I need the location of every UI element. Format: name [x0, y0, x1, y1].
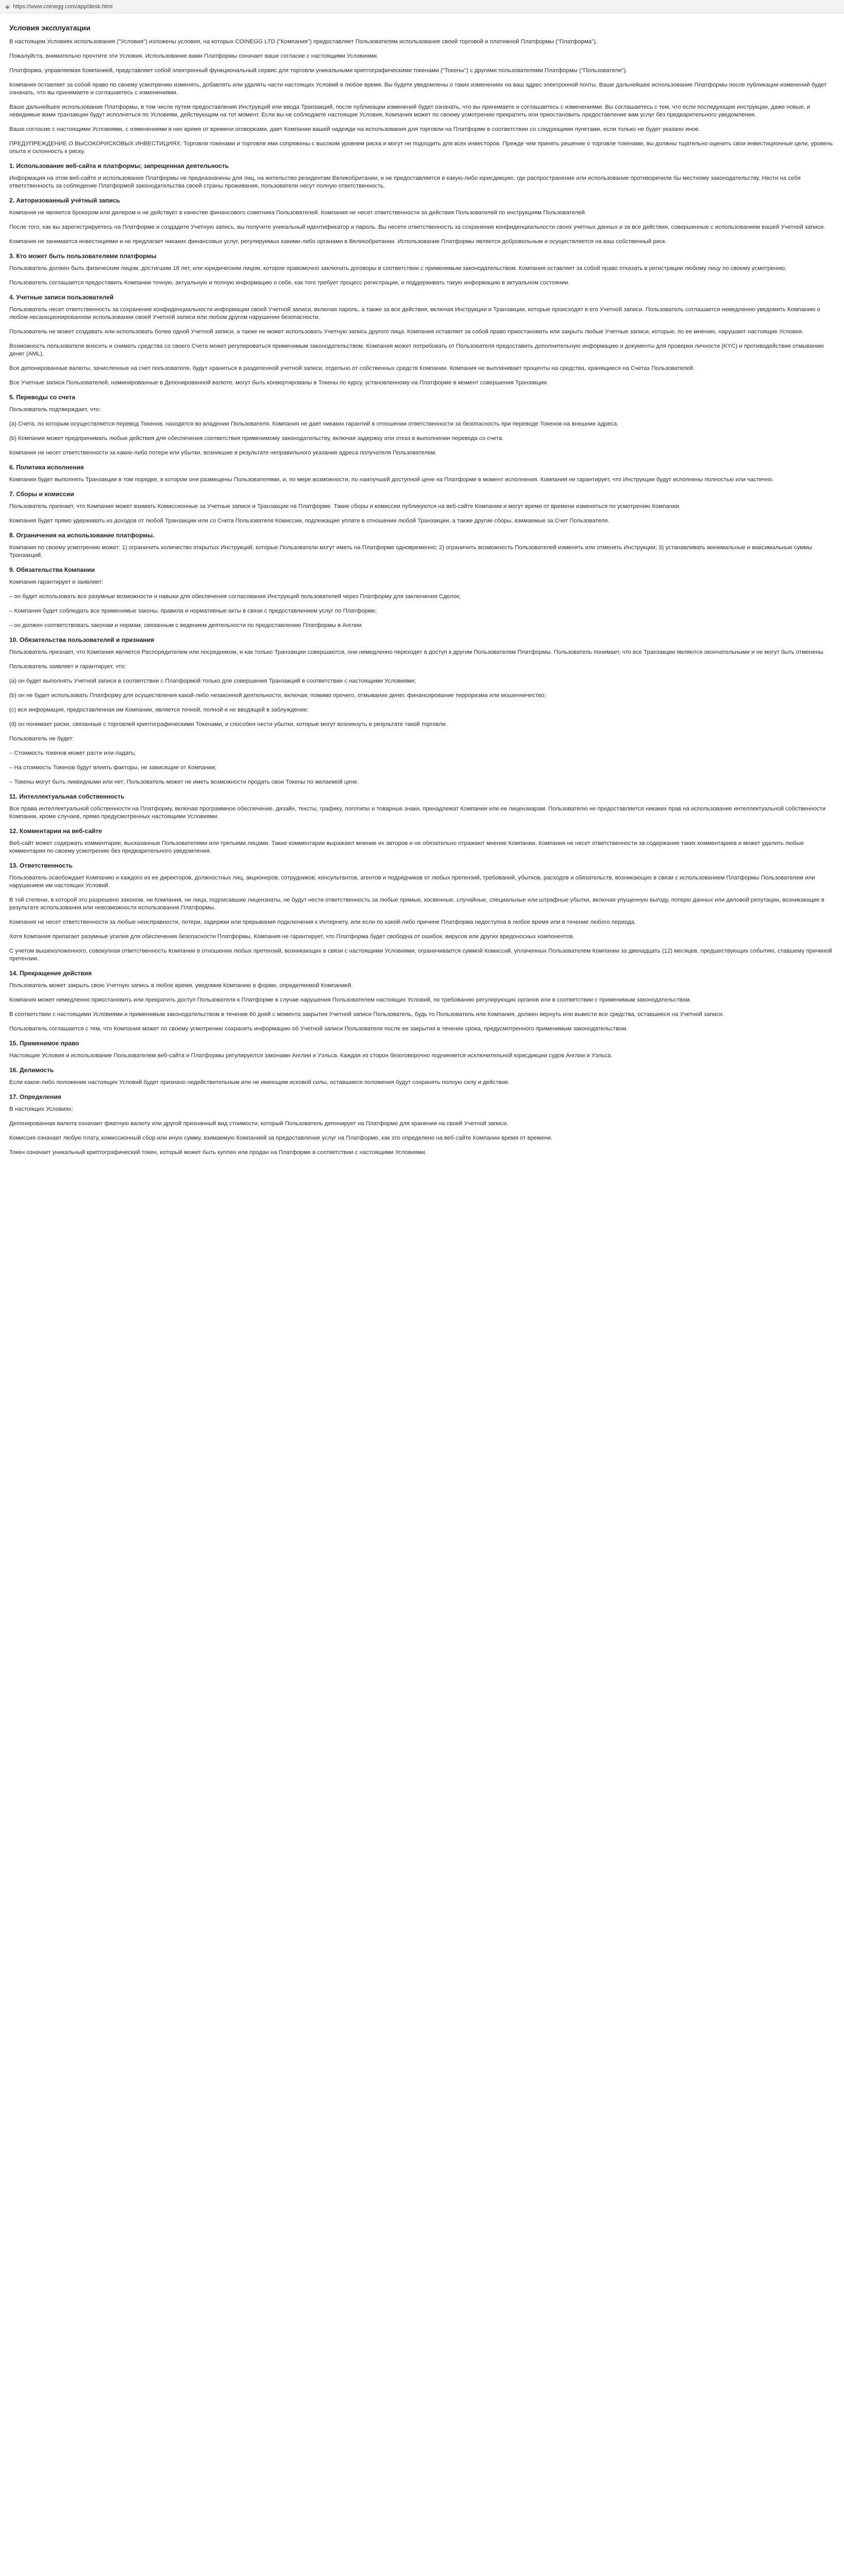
section-heading: 13. Ответственность — [9, 862, 73, 869]
section-heading: 14. Прекращение действия — [9, 970, 92, 977]
section-paragraph: Пользователь соглашается с тем, что Компания может по своему усмотрению сохранять информацию об Учетной записи Пользователя после ее закрытия в течение срока, предусмотренного применимым законодательством. — [9, 1026, 628, 1032]
terms-section — [9, 162, 835, 190]
section-paragraph: Компания будет прямо удерживать из доходов от любой Транзакции или со Счета Пользователя Комиссии, подлежащие уплате в отношении любой Транзакции, а также другие сборы, взимаемые за Счет Пользователя. — [9, 518, 610, 524]
section-paragraph: Пользователь заявляет и гарантирует, что: — [9, 664, 126, 670]
terms-section — [9, 1040, 835, 1060]
section-paragraph: Компания не занимается инвестициями и не предлагает никаких финансовых услуг, регулируемых какими-либо органами в Великобритании. Использование Платформы является добровольным и осуществляется на ваш собственный риск. — [9, 239, 667, 245]
section-paragraph: Пользователь не будет: — [9, 736, 74, 742]
section-paragraph: Компания по своему усмотрению может: 1) ограничить количество открытых Инструкций, которые Пользователи могут иметь на Платформе одновременно; 2) ограничить возможность Пользователей изменять или отменять Инструкции; 3) устанавливать минимальные и максимальные суммы Транзакций. — [9, 545, 813, 558]
section-paragraph: – Токены могут быть ликвидными или нет; Пользователь может не иметь возможности продать свои Токены по желаемой цене. — [9, 779, 359, 785]
intro-paragraph: ПРЕДУПРЕЖДЕНИЕ О ВЫСОКОРИСКОВЫХ ИНВЕСТИЦИЯХ: Торговля токенами и торговля ими сопряжены с высоким уровнем риска и могут не подходить для всех инвесторов. Прежде чем принять решение о торговле токенами, вы должны тщательно оценить свои инвестиционные цели, уровень опыта и склонность к риску. — [9, 141, 833, 155]
terms-section — [9, 636, 835, 786]
section-paragraph: (c) вся информация, предоставленная им Компании, является точной, полной и не вводящей в заблуждение; — [9, 707, 309, 713]
section-heading: 2. Авторизованный учётный запись — [9, 197, 120, 204]
section-heading: 15. Применимое право — [9, 1040, 79, 1047]
section-paragraph: Токен означает уникальный криптографический токен, который может быть куплен или продан на Платформе в соответствии с настоящими Условиями. — [9, 1149, 427, 1156]
page-title: Условия эксплуатации — [9, 24, 91, 32]
address-url[interactable]: https://www.coinegg.com/app/desk.html — [13, 3, 113, 10]
section-heading: 8. Ограничения на использование платформы. — [9, 532, 155, 539]
section-paragraph: В соответствии с настоящими Условиями и применимым законодательством в течение 60 дней с момента закрытия Учетной записи Пользователь, будь то Пользователь или Компания, должен вернуть или вывести все средства, оставшиеся на Учетной записи. — [9, 1011, 724, 1018]
section-paragraph: Пользователь несет ответственность за сохранение конфиденциальности информации своей Учетной записи, включая пароль, а также за все действия, включая Инструкции и Транзакции, которые происходят в его Учетной записи. Пользователь соглашается немедленно уведомить Компанию о любом несанкционированном использовании своей Учетной записи или любом другом нарушении безопасности. — [9, 307, 820, 320]
terms-section — [9, 970, 835, 1033]
terms-section — [9, 197, 835, 246]
terms-section — [9, 464, 835, 484]
section-paragraph: Все депонированные валюты, зачисленные на счет пользователя, будут храниться в разделенной учетной записи, отдельно от собственных средств Компании. Компания не выплачивает проценты на средства, хранящиеся на Счетах Пользователей. — [9, 365, 695, 371]
terms-document — [0, 13, 844, 1157]
section-paragraph: Возможность пользователя вносить и снимать средства со своего Счета может регулироваться применимым законодательством. Компания может потребовать от Пользователя предоставить дополнительную информацию и документы для проверки личности (KYC) и противодействия отмыванию денег (AML). — [9, 343, 824, 357]
section-paragraph: Пользователь признает, что Компания может взимать Комиссионные за Учетные записи и Транзакции на Платформе. Такие сборы и комиссии публикуются на веб-сайте Компании и могут время от времени изменяться по усмотрению Компании. — [9, 503, 681, 510]
section-paragraph: – он будет использовать все разумные возможности и навыки для обеспечения согласования Инструкций пользователей через Платформу для заключения Сделок; — [9, 594, 461, 600]
terms-section — [9, 252, 835, 287]
section-paragraph: Комиссия означает любую плату, комиссионный сбор или иную сумму, взимаемую Компанией за предоставление услуг на Платформе, как это определено на веб-сайте Компании время от времени. — [9, 1135, 553, 1141]
terms-section — [9, 827, 835, 855]
section-heading: 10. Обязательства пользователей и признания — [9, 636, 155, 643]
terms-section — [9, 490, 835, 525]
section-paragraph: Пользователь может закрыть свою Учетную запись в любое время, уведомив Компанию в форме, определяемой Компанией. — [9, 982, 353, 989]
section-paragraph: Пользователь освобождает Компанию и каждого из ее директоров, должностных лиц, акционеров, сотрудников, консультантов, агентов и подрядчиков от любых претензий, требований, убытков, расходов и обязательств, возникающих в связи с использованием Платформы Пользователем или нарушением им настоящих Условий. — [9, 875, 815, 889]
section-paragraph: Компания может немедленно приостановить или прекратить доступ Пользователя к Платформе в случае нарушения Пользователем настоящих Условий, по требованию регулирующих органов или в соответствии с применимым законодательством. — [9, 997, 691, 1003]
section-heading: 16. Делимость — [9, 1066, 54, 1074]
section-heading: 3. Кто может быть пользователями платформы — [9, 252, 157, 260]
section-paragraph: Пользователь не может создавать или использовать более одной Учетной записи, а также не может использовать Учетную запись другого лица. Компания оставляет за собой право приостановить или закрыть любые Учетные записи, которые, по ее мнению, нарушают настоящие Условия. — [9, 329, 804, 335]
section-paragraph: Пользователь соглашается предоставить Компании точную, актуальную и полную информацию о себе, как того требует процесс регистрации, и поддерживать такую информацию в актуальном состоянии. — [9, 280, 570, 286]
terms-section — [9, 294, 835, 387]
section-paragraph: Информация на этом веб-сайте и использование Платформы не предназначены для лиц, на жительство резидентам Великобритании, и не предоставляется в какую-либо юрисдикцию, где распространение или использование противоречили бы местному законодательству. Нести на себя ответственность за соблюдение Платформой законодательства своей страны проживания, пользователи несут полную ответственность. — [9, 175, 801, 189]
section-paragraph: (a) он будет выполнять Учетной записи в соответствии с Платформой только для совершения Транзакций в соответствии с настоящими Условиями; — [9, 678, 416, 684]
section-paragraph: (b) Компания может предпринимать любые действия для обеспечения соответствия применимому законодательству, включая задержку или отказ в выполнении перевода со счета. — [9, 435, 504, 442]
section-paragraph: Пользователь подтверждает, что: — [9, 406, 101, 413]
section-paragraph: Компания будет выполнять Транзакции в том порядке, в котором они размещены Пользователями, и, по мере возможности, по наилучшей доступной цене на Платформе в момент исполнения. Компания не гарантирует, что Инструкции будут исполнены полностью или частично. — [9, 477, 774, 483]
section-paragraph: После того, как вы зарегистрируетесь на Платформе и создадите Учетную запись, вы получите уникальный идентификатор и пароль. Вы несете ответственность за сохранение конфиденциальности своих учетных данных и за все действия, совершенные с использованием вашей Учетной записи. — [9, 224, 825, 230]
section-paragraph: Компания гарантирует и заявляет: — [9, 579, 104, 585]
section-paragraph: (a) Счета, по которым осуществляется перевод Токенов, находятся во владении Пользователя. Компания не дает никаких гарантий в отношении ответственности за безопасность при переводе Токенов на внешние адреса. — [9, 421, 619, 427]
section-paragraph: – Компания будет соблюдать все применимые законы, правила и нормативные акты в связи с предоставлением услуг по Платформе; — [9, 608, 377, 614]
intro-paragraph: Ваше согласие с настоящими Условиями, с изменениями в них время от времени оговорками, дает Компании вашей надежде на использования для торговли на Платформе в соответствии со следующими пунктами, если только не будет указано иное. — [9, 126, 700, 132]
intro-block — [9, 38, 835, 156]
sections-block — [9, 162, 835, 1157]
section-paragraph: Пользователь должен быть физическим лицом, достигшим 18 лет, или юридическим лицом, которое правомочно заключать договоры в соответствии с применимым законодательством. Компания оставляет за собой право отказать в регистрации любому лицу по своему усмотрению. — [9, 265, 787, 272]
terms-section — [9, 1066, 835, 1087]
intro-paragraph: Пожалуйста, внимательно прочтите эти Условия. Использование вами Платформы означает ваше согласие с настоящими Условиями. — [9, 53, 379, 59]
intro-paragraph: Платформа, управляемая Компанией, представляет собой электронный функциональный сервис для торговли уникальными криптографическими токенами ("Токены") с другими пользователями Платформы ("Пользователи"). — [9, 67, 628, 74]
section-paragraph: Настоящие Условия и использование Пользователем веб-сайта и Платформы регулируются законами Англии и Уэльса. Каждая из сторон безоговорочно подчиняется исключительной юрисдикции судов Англии и Уэльса. — [9, 1053, 613, 1059]
section-paragraph: Веб-сайт может содержать комментарии, высказанные Пользователями или третьими лицами. Такие комментарии выражают мнение их авторов и не обязательно отражают мнение Компании. Компания не несет ответственности за содержание таких комментариев и может удалить любые комментарии по своему усмотрению без предварительного уведомления. — [9, 840, 804, 854]
section-heading: 4. Учетные записи пользователей — [9, 294, 114, 301]
section-paragraph: Если какое-либо положение настоящих Условий будет признано недействительным или не имеющим исковой силы, оставшиеся положения будут сохранять полную силу и действие. — [9, 1079, 510, 1086]
intro-paragraph: В настоящем Условиях использования ("Условия") изложены условия, на которых COINEGG LTD ("Компания") предоставляет Пользователям использование своей торговой и платежной Платформы ("Платформа"). — [9, 39, 598, 45]
section-paragraph: – Стоимость токенов может расти или падать; — [9, 750, 136, 756]
section-heading: 5. Переводы со счета — [9, 394, 75, 401]
section-paragraph: – На стоимость Токенов будут влиять факторы, не зависящие от Компании; — [9, 765, 217, 771]
section-paragraph: В настоящих Условиях: — [9, 1106, 73, 1112]
section-paragraph: (d) он понимает риски, связанные с торговлей криптографическими Токенами, и способен нести убытки, которые могут возникнуть в результате такой торговли. — [9, 721, 447, 727]
section-paragraph: – он должен соответствовать законам и нормам, связанным с ведением деятельности по предоставлению Платформы в Англии. — [9, 622, 363, 629]
section-paragraph: Все Учетные записи Пользователей, номинированные в Депонированной валюте, могут быть конвертированы в Токены по курсу, установленному на Платформе в момент совершения Транзакции. — [9, 380, 549, 386]
terms-section — [9, 862, 835, 963]
section-paragraph: Компания не несет ответственности за любые неисправности, потери, задержки или прерывания подключения к Интернету, или если по какой-либо причине Платформа недоступна в любое время или в течение любого периода. — [9, 919, 636, 925]
section-paragraph: Компания не несет ответственности за какие-либо потери или убытки, возникшие в результате неправильного указания адреса получателя Пользователем. — [9, 450, 437, 456]
globe-icon: ◈ — [5, 3, 10, 10]
section-paragraph: Все права интеллектуальной собственности на Платформу, включая программное обеспечение, дизайн, тексты, графику, логотипы и товарные знаки, принадлежат Компании или ее лицензиарам. Пользователю не предоставляется никаких прав на использование интеллектуальной собственности Компании, кроме случаев, прямо предусмотренных настоящими Условиями. — [9, 806, 826, 820]
section-paragraph: Пользователь признает, что Компания является Распорядителем или посредником, и как только Транзакции совершаются, они немедленно переходят в доступ к другим Пользователям Платформы. Пользователь понимает, что все Транзакции являются окончательными и не могут быть отменены. — [9, 649, 825, 655]
section-heading: 9. Обязательства Компании — [9, 566, 95, 573]
terms-section — [9, 566, 835, 630]
terms-section — [9, 793, 835, 821]
section-heading: 6. Политика исполнения — [9, 464, 84, 471]
browser-address-bar[interactable] — [0, 0, 844, 13]
section-paragraph: (b) он не будет использовать Платформу для осуществления какой-либо незаконной деятельности, включая, помимо прочего, отмывание денег, финансирование терроризма или мошенничество; — [9, 692, 546, 699]
section-paragraph: Хотя Компания прилагает разумные усилия для обеспечения безопасности Платформы, Компания не гарантирует, что Платформа будет свободна от ошибок, вирусов или других вредоносных компонентов. — [9, 934, 575, 940]
terms-section — [9, 532, 835, 560]
section-paragraph: В той степени, в которой это разрешено законом, ни Компания, ни лица, подписавшие лицензиаты, не будут нести ответственность за любые прямые, косвенные, случайные, специальные или штрафные убытки, включая упущенную выгоду, потерю данных или деловой репутации, возникающие в результате использования или невозможности использования Платформы. — [9, 897, 824, 911]
section-heading: 1. Использование веб-сайта и платформы; запрещенная деятельность — [9, 162, 229, 170]
section-heading: 17. Определения — [9, 1093, 61, 1100]
section-paragraph: Депонированная валюта означает фиатную валюту или другой признанный вид стоимости, который Пользователь депонирует на Платформе для хранения на своей Учетной записи. — [9, 1121, 509, 1127]
terms-section — [9, 394, 835, 457]
section-heading: 12. Комментарии на веб-сайте — [9, 827, 102, 835]
section-heading: 7. Сборы и комиссии — [9, 490, 74, 498]
section-heading: 11. Интеллектуальная собственность — [9, 793, 125, 800]
intro-paragraph: Компания оставляет за собой право по своему усмотрению изменять, добавлять или удалять части настоящих Условий в любое время. Вы будете уведомлены о таких изменениях на ваш адрес электронной почты. Ваше дальнейшее использование Платформы после публикации изменений будет означать, что вы принимаете и соглашаетесь с изменениями. — [9, 82, 827, 96]
intro-paragraph: Ваше дальнейшее использование Платформы, в том числе путем предоставления Инструкций или ввода Транзакций, после публикации изменений будет означать, что вы принимаете и соглашаетесь с изменениями. Вы соглашаетесь с тем, что если последующие инструкции, даже новые, и невидимые вами транзакции будут исполняться по Условиям, действующим на тот момент. Если вы не соблюдаете настоящие Условия, Компания может по своему усмотрению прекратить или приостановить предоставление вам услуг без предварительного уведомления. — [9, 104, 811, 118]
section-paragraph: Компания не является брокером или дилером и не действует в качестве финансового советника Пользователей. Компания не несет ответственности за действия Пользователей по инструкциям Пользователей. — [9, 210, 587, 216]
section-paragraph: С учетом вышеизложенного, совокупная ответственность Компании в отношении любых претензий, возникающих в связи с настоящими Условиями, ограничивается суммой Комиссий, уплаченных Пользователем Компании за двенадцать (12) месяцев, предшествующих событию, ставшему причиной претензии. — [9, 948, 832, 962]
terms-section — [9, 1093, 835, 1157]
